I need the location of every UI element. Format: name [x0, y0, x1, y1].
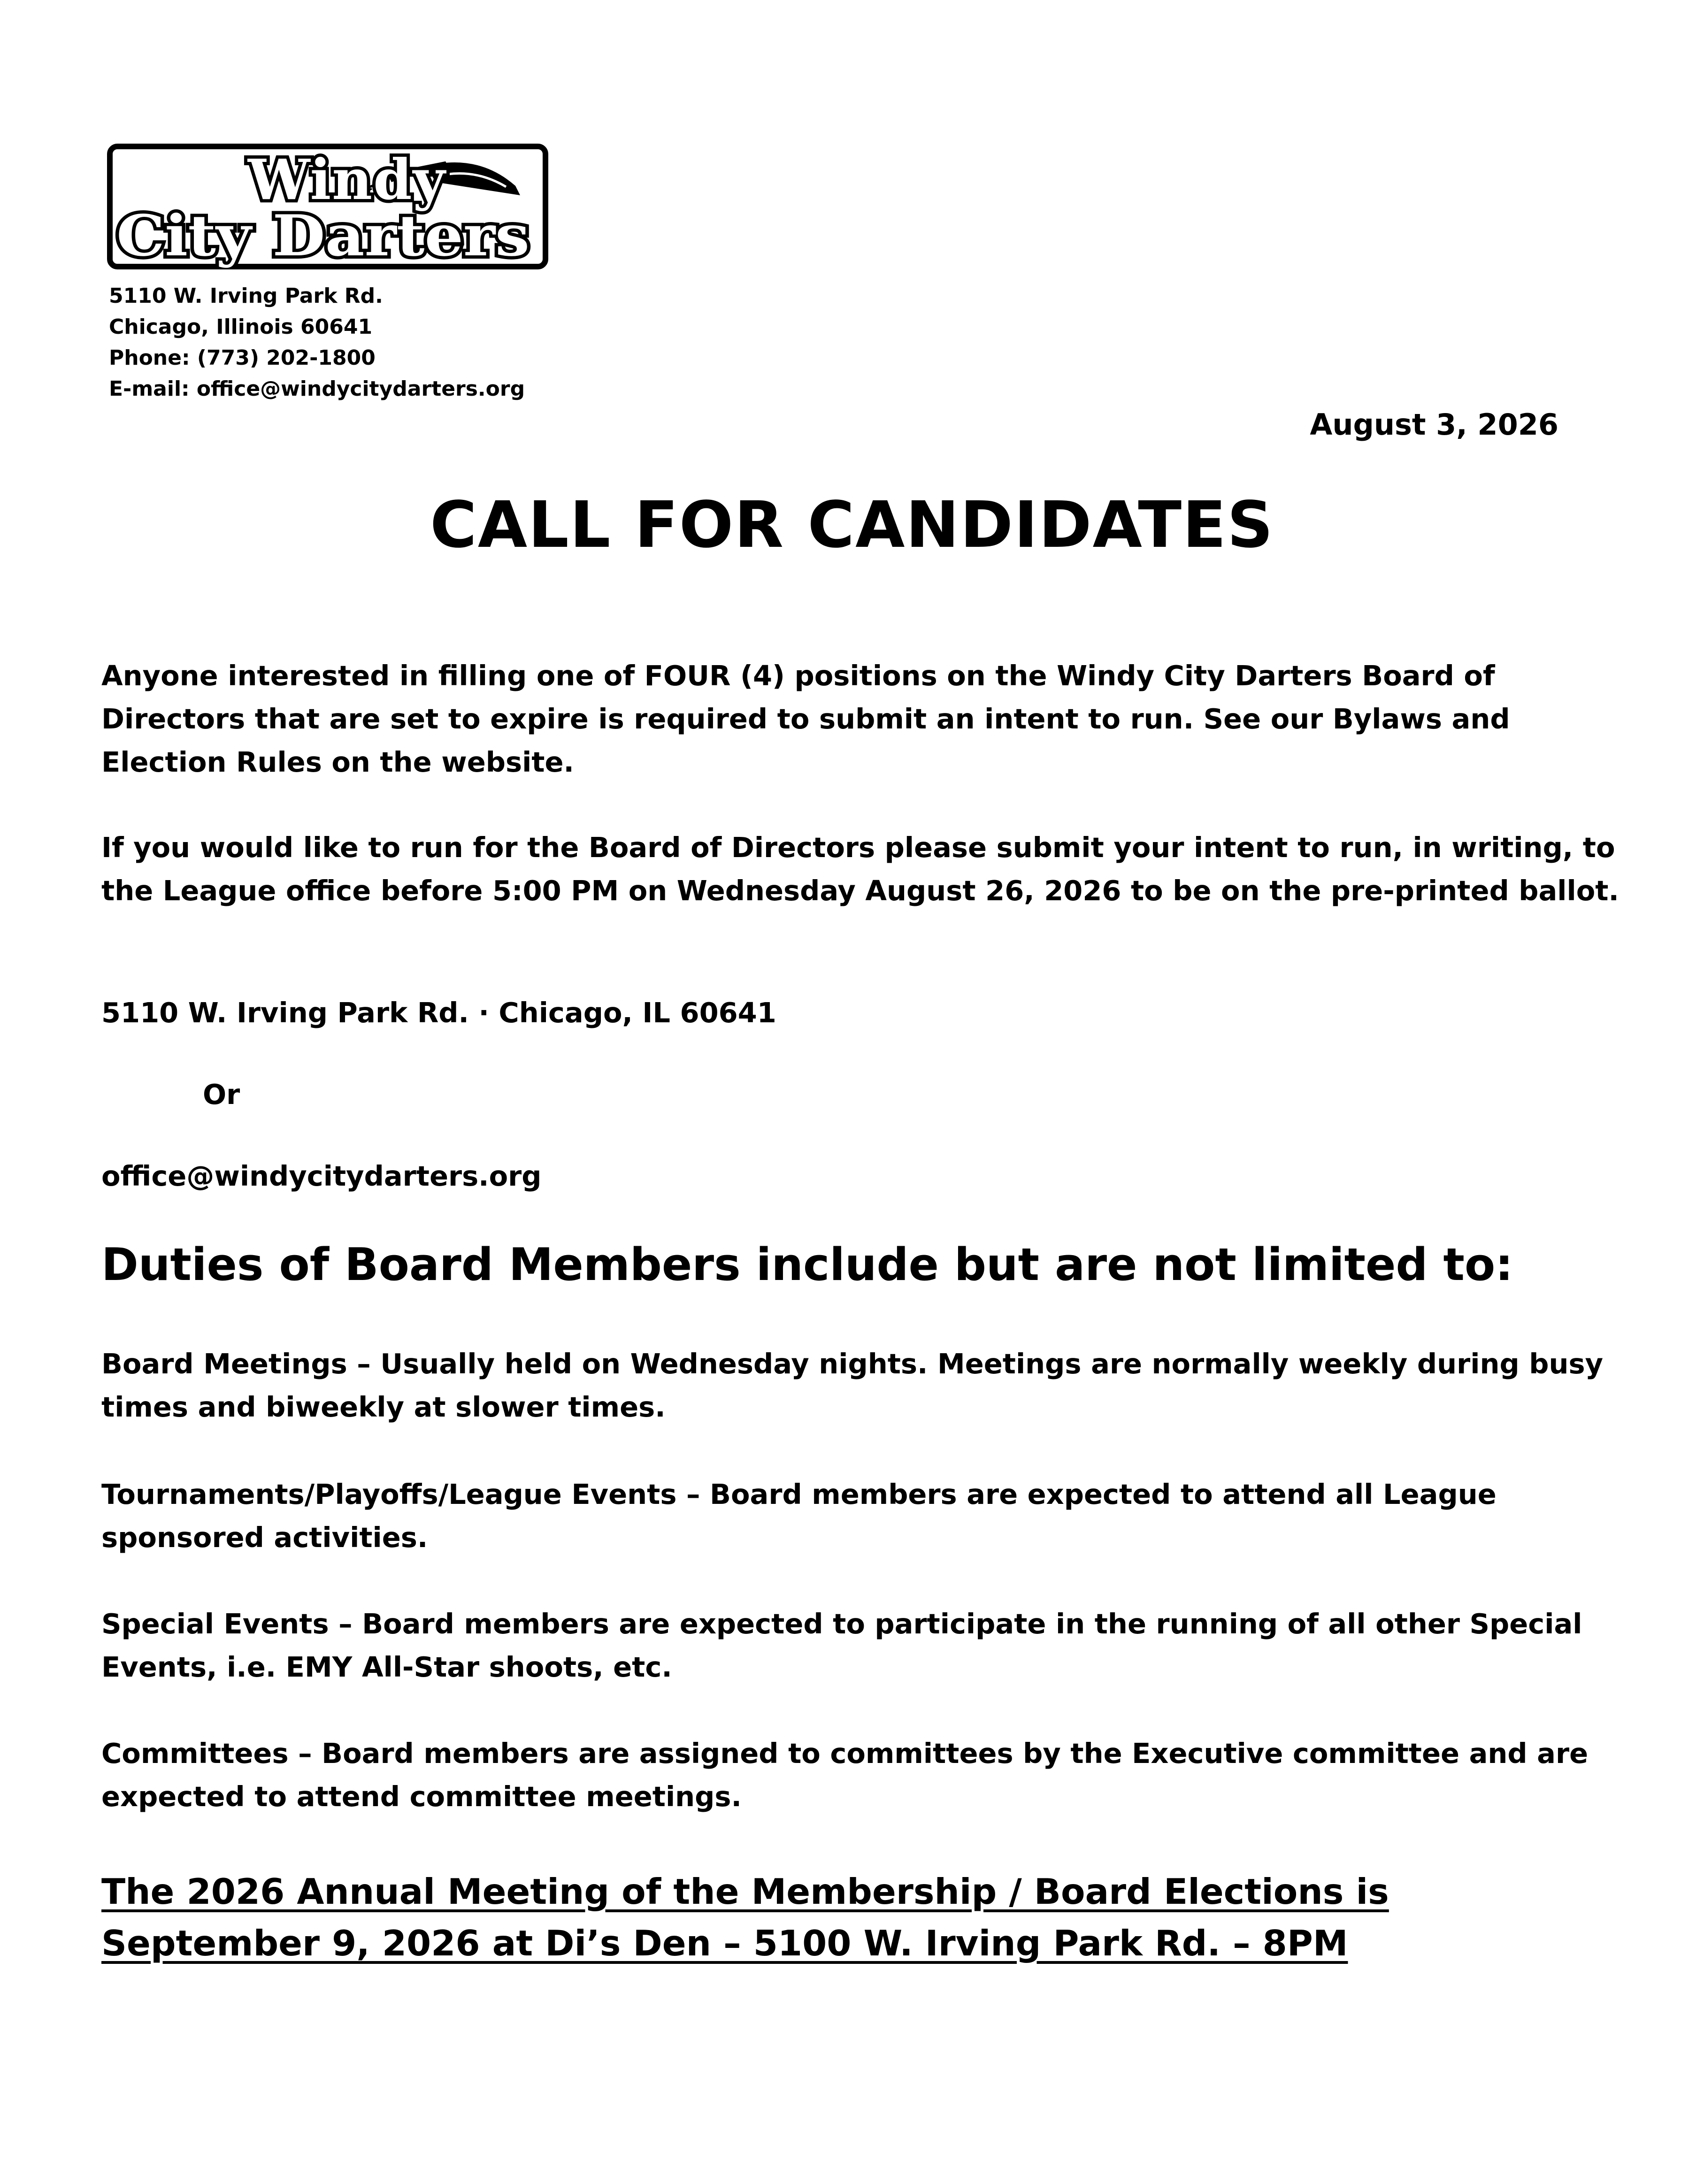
phone-line: Phone: (773) 202-1800	[109, 346, 376, 370]
office-email: office@windycitydarters.org	[101, 1160, 542, 1192]
duty-item: Board Meetings – Usually held on Wednesday nights. Meetings are normally weekly during busy times and biweekly at slower times.	[101, 1348, 1604, 1423]
email-line: E-mail: office@windycitydarters.org	[109, 377, 525, 401]
intro-paragraph: Anyone interested in filling one of FOUR (4) positions on the Windy City Darters Board of Directors that are set to expire is required to submit an intent to run. See our Bylaws and Election Rules on the website.	[101, 659, 1510, 778]
logo-graphic	[107, 144, 548, 269]
logo-line1: Windy	[248, 147, 446, 212]
duties-heading: Duties of Board Members include but are not limited to:	[101, 1239, 1513, 1291]
page-title: CALL FOR CANDIDATES	[430, 488, 1274, 562]
letter-date: August 3, 2026	[1310, 407, 1558, 442]
annual-meeting-line1: The 2026 Annual Meeting of the Membership / Board Elections is	[101, 1871, 1389, 1912]
windy-city-darters-logo	[107, 144, 548, 269]
logo-line2: City Darters	[116, 203, 530, 269]
duty-item: Committees – Board members are assigned to committees by the Executive committee and are expected to attend committee meetings.	[101, 1737, 1589, 1813]
annual-meeting-line2: September 9, 2026 at Di’s Den – 5100 W. Irving Park Rd. – 8PM	[101, 1923, 1348, 1964]
or-label: Or	[203, 1078, 240, 1111]
mailing-address: 5110 W. Irving Park Rd. · Chicago, IL 60641	[101, 996, 776, 1029]
duty-item: Special Events – Board members are expected to participate in the running of all other Special Events, i.e. EMY All-Star shoots, etc.	[101, 1608, 1582, 1683]
duty-item: Tournaments/Playoffs/League Events – Board members are expected to attend all League sponsored activities.	[101, 1478, 1497, 1554]
address-line: Chicago, Illinois 60641	[109, 315, 373, 339]
intent-paragraph: If you would like to run for the Board of Directors please submit your intent to run, in writing, to the League office before 5:00 PM on Wednesday August 26, 2026 to be on the pre-printed ballot.	[101, 831, 1619, 907]
address-line: 5110 W. Irving Park Rd.	[109, 284, 383, 308]
